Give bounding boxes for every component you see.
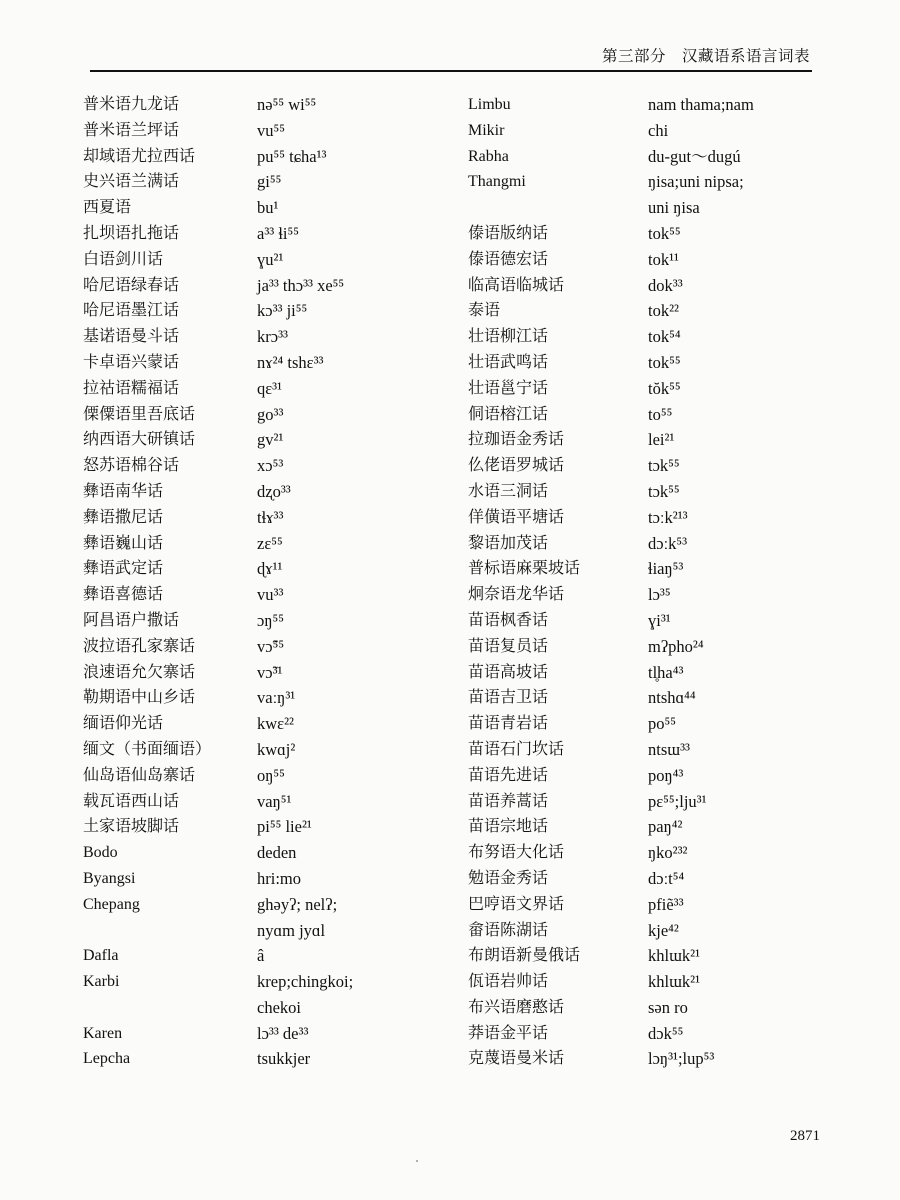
- entry-row: [468, 969, 828, 995]
- language-name: 扎坝语扎拖话: [83, 224, 180, 242]
- language-name: Mikir: [468, 121, 505, 139]
- entry-row: [75, 763, 435, 789]
- word-form: sən ro: [648, 997, 688, 1017]
- word-form: â: [257, 946, 265, 966]
- entry-row: [75, 505, 435, 531]
- language-name: 哈尼语绿春话: [83, 276, 180, 294]
- language-name: Karbi: [83, 973, 120, 991]
- entry-row: [75, 1046, 435, 1072]
- entry-row: [75, 608, 435, 634]
- language-name: 畲语陈湖话: [468, 921, 549, 939]
- word-form: dɔːk⁵³: [648, 533, 688, 553]
- language-name: 侗语榕江话: [468, 405, 549, 423]
- entry-row: [468, 582, 828, 608]
- word-form: chi: [648, 120, 669, 140]
- word-form: gv²¹: [257, 430, 284, 450]
- entry-row: [468, 608, 828, 634]
- word-form: nyɑm jyɑl: [257, 920, 326, 940]
- entry-row: [75, 376, 435, 402]
- language-name: Limbu: [468, 96, 511, 113]
- entry-row: [468, 737, 828, 763]
- entry-row: [468, 531, 828, 557]
- entry-row: [75, 582, 435, 608]
- entry-row: [468, 427, 828, 453]
- entry-row: [468, 505, 828, 531]
- header-rule: [90, 70, 812, 72]
- entry-row: [75, 969, 435, 995]
- entry-row: [468, 402, 828, 428]
- language-name: 傣语版纳话: [468, 224, 549, 242]
- language-name: 普米语兰坪话: [83, 121, 180, 139]
- language-name: 彝语巍山话: [83, 534, 164, 552]
- entry-row: [75, 789, 435, 815]
- entry-row: [468, 711, 828, 737]
- entry-row: [468, 763, 828, 789]
- entry-row: [468, 195, 828, 221]
- word-form: lɔ³⁵: [648, 585, 671, 605]
- word-form: kɔ³³ ji⁵⁵: [257, 301, 308, 321]
- language-name: 巴哼语文界话: [468, 895, 565, 913]
- entry-row: [468, 556, 828, 582]
- left-column: [75, 92, 435, 1072]
- entry-row: [75, 943, 435, 969]
- entry-row: [468, 324, 828, 350]
- entry-row: [75, 298, 435, 324]
- entry-row: [75, 711, 435, 737]
- language-name: Chepang: [83, 895, 140, 913]
- word-form: khlɯk²¹: [648, 972, 701, 992]
- entry-row: [468, 221, 828, 247]
- entry-row: [468, 1046, 828, 1072]
- language-name: 白语剑川话: [83, 250, 164, 268]
- word-form: pu⁵⁵ tɕha¹³: [257, 146, 327, 166]
- entry-row: [75, 427, 435, 453]
- language-name: 布努语大化话: [468, 844, 565, 862]
- right-column: [468, 92, 828, 1072]
- entry-row: [468, 1021, 828, 1047]
- word-form: uni ŋisa: [648, 198, 700, 218]
- language-name: 壮语邕宁话: [468, 379, 549, 397]
- entry-row: [468, 634, 828, 660]
- language-name: 壮语武鸣话: [468, 353, 549, 371]
- word-form: dok³³: [648, 275, 683, 295]
- entry-row: [75, 995, 435, 1021]
- word-form: ja³³ thɔ³³ xe⁵⁵: [257, 275, 345, 295]
- word-form: chekoi: [257, 997, 301, 1017]
- language-name: Thangmi: [468, 173, 526, 191]
- entry-row: [75, 479, 435, 505]
- entry-row: [75, 324, 435, 350]
- language-name: 炯奈语龙华话: [468, 586, 565, 604]
- language-name: 苗语石门坎话: [468, 740, 565, 758]
- word-form: mʔpho²⁴: [648, 636, 704, 656]
- word-form: pfiẽ³³: [648, 894, 684, 914]
- entry-row: [468, 92, 828, 118]
- word-form: tŏk⁵⁵: [648, 378, 681, 398]
- word-form: ntshɑ⁴⁴: [648, 688, 696, 708]
- word-form: zɛ⁵⁵: [257, 533, 283, 553]
- entry-row: [75, 918, 435, 944]
- entry-row: [468, 892, 828, 918]
- word-form: krɔ³³: [257, 327, 288, 347]
- language-name: 怒苏语棉谷话: [83, 457, 180, 475]
- word-form: tok²²: [648, 301, 679, 321]
- entry-row: [468, 660, 828, 686]
- language-name: 佤语岩帅话: [468, 973, 549, 991]
- word-form: lɔŋ³¹;lup⁵³: [648, 1049, 715, 1069]
- language-name: 西夏语: [83, 199, 132, 217]
- word-form: vɔ̃⁵⁵: [257, 636, 285, 656]
- entry-row: [75, 273, 435, 299]
- word-form: gi⁵⁵: [257, 172, 282, 192]
- word-form: vu³³: [257, 585, 284, 605]
- entry-row: [468, 169, 828, 195]
- running-header: 第三部分 汉藏语系语言词表: [601, 48, 810, 65]
- entry-row: [75, 350, 435, 376]
- language-name: 哈尼语墨江话: [83, 302, 180, 320]
- entry-row: [75, 840, 435, 866]
- language-name: 史兴语兰满话: [83, 173, 180, 191]
- scan-speck: [416, 1160, 418, 1162]
- word-form: deden: [257, 843, 297, 863]
- language-name: 纳西语大研镇话: [83, 431, 196, 449]
- language-name: 波拉语孔家寨话: [83, 637, 196, 655]
- entry-row: [468, 298, 828, 324]
- word-form: ŋko²³²: [648, 843, 688, 863]
- word-form: dɔːt⁵⁴: [648, 868, 685, 888]
- word-form: tsukkjer: [257, 1049, 311, 1069]
- language-name: 克蔑语曼米话: [468, 1050, 565, 1068]
- entry-row: [468, 350, 828, 376]
- entry-row: [75, 402, 435, 428]
- word-form: kwɛ²²: [257, 714, 294, 734]
- entry-row: [468, 247, 828, 273]
- language-name: 拉珈语金秀话: [468, 431, 565, 449]
- language-name: 苗语吉卫话: [468, 689, 549, 707]
- language-name: 阿昌语户撒话: [83, 611, 180, 629]
- word-form: dɔk⁵⁵: [648, 1023, 684, 1043]
- word-form: khlɯk²¹: [648, 946, 701, 966]
- word-form: du-gut～dugú: [648, 146, 741, 166]
- entry-row: [75, 453, 435, 479]
- language-name: 仫佬语罗城话: [468, 457, 565, 475]
- language-name: 普标语麻栗坡话: [468, 560, 581, 578]
- language-name: 布兴语磨憨话: [468, 998, 565, 1016]
- language-name: 仙岛语仙岛寨话: [83, 766, 196, 784]
- word-form: paŋ⁴²: [648, 817, 683, 837]
- entry-row: [75, 144, 435, 170]
- word-form: tl̥ha⁴³: [648, 662, 684, 682]
- word-form: tok¹¹: [648, 249, 679, 269]
- language-name: 卡卓语兴蒙话: [83, 353, 180, 371]
- entry-row: [75, 866, 435, 892]
- word-form: ɬiaŋ⁵³: [648, 559, 684, 579]
- word-form: pɛ⁵⁵;lju³¹: [648, 791, 707, 811]
- language-name: 苗语养蒿话: [468, 792, 549, 810]
- entry-row: [468, 995, 828, 1021]
- language-name: Byangsi: [83, 869, 136, 887]
- language-name: 苗语复员话: [468, 637, 549, 655]
- word-form: xɔ⁵³: [257, 456, 284, 476]
- entry-row: [468, 840, 828, 866]
- word-form: pi⁵⁵ lie²¹: [257, 817, 312, 837]
- entry-row: [468, 866, 828, 892]
- word-form: dʐo³³: [257, 481, 291, 501]
- language-name: 壮语柳江话: [468, 328, 549, 346]
- entry-row: [468, 814, 828, 840]
- language-name: 黎语加茂话: [468, 534, 549, 552]
- language-name: 拉祜语糯福话: [83, 379, 180, 397]
- language-name: Rabha: [468, 147, 509, 165]
- word-form: go³³: [257, 404, 284, 424]
- entry-row: [468, 918, 828, 944]
- language-name: 浪速语允欠寨话: [83, 663, 196, 681]
- entry-row: [468, 479, 828, 505]
- word-form: kje⁴²: [648, 920, 679, 940]
- word-form: ɖɤ¹¹: [257, 559, 283, 579]
- language-name: 彝语武定话: [83, 560, 164, 578]
- word-form: poŋ⁴³: [648, 765, 684, 785]
- word-form: tɔk⁵⁵: [648, 481, 680, 501]
- entry-row: [75, 685, 435, 711]
- word-form: qɛ³¹: [257, 378, 283, 398]
- word-form: tɔːk²¹³: [648, 507, 688, 527]
- word-form: ghəyʔ; nelʔ;: [257, 894, 338, 914]
- language-name: Bodo: [83, 844, 118, 862]
- language-name: 缅文（书面缅语）: [83, 740, 212, 758]
- language-name: 勒期语中山乡话: [83, 689, 196, 707]
- word-form: nam thama;nam: [648, 95, 754, 114]
- word-form: nɤ²⁴ tshɛ³³: [257, 352, 324, 372]
- word-form: tok⁵⁴: [648, 327, 681, 347]
- word-form: vaŋ⁵¹: [257, 791, 292, 811]
- language-name: 普米语九龙话: [83, 96, 180, 113]
- language-name: 傣语德宏话: [468, 250, 549, 268]
- language-name: Lepcha: [83, 1050, 131, 1068]
- language-name: Dafla: [83, 947, 119, 965]
- language-name: 泰语: [468, 302, 501, 320]
- entry-row: [75, 92, 435, 118]
- entry-row: [75, 531, 435, 557]
- page-number: 2871: [790, 1128, 820, 1144]
- word-form: hri:mo: [257, 868, 301, 888]
- language-name: 彝语南华话: [83, 482, 164, 500]
- word-form: kwɑj²: [257, 739, 296, 759]
- word-form: vaːŋ³¹: [257, 688, 296, 708]
- entry-row: [75, 247, 435, 273]
- word-form: ɣu²¹: [257, 249, 284, 269]
- entry-row: [75, 892, 435, 918]
- entry-row: [468, 685, 828, 711]
- word-form: po⁵⁵: [648, 714, 677, 734]
- word-form: ɔŋ⁵⁵: [257, 610, 284, 630]
- language-name: 基诺语曼斗话: [83, 328, 180, 346]
- language-name: 彝语撒尼话: [83, 508, 164, 526]
- entry-row: [468, 453, 828, 479]
- word-form: krep;chingkoi;: [257, 972, 354, 992]
- entry-row: [75, 634, 435, 660]
- word-form: lɔ³³ de³³: [257, 1023, 309, 1043]
- entry-row: [75, 556, 435, 582]
- entry-row: [75, 660, 435, 686]
- entry-row: [75, 737, 435, 763]
- language-name: 彝语喜德话: [83, 586, 164, 604]
- word-form: tok⁵⁵: [648, 352, 681, 372]
- word-form: lei²¹: [648, 430, 675, 450]
- entry-row: [468, 273, 828, 299]
- entry-row: [75, 118, 435, 144]
- word-form: nə⁵⁵ wi⁵⁵: [257, 95, 317, 114]
- entry-row: [468, 943, 828, 969]
- language-name: 苗语先进话: [468, 766, 549, 784]
- word-form: oŋ⁵⁵: [257, 765, 285, 785]
- entry-row: [75, 1021, 435, 1047]
- language-name: 缅语仰光话: [83, 715, 164, 733]
- word-form: vɔ̃³¹: [257, 662, 283, 682]
- word-form: tɔk⁵⁵: [648, 456, 680, 476]
- word-form: vu⁵⁵: [257, 120, 286, 140]
- word-form: a³³ ɬi⁵⁵: [257, 223, 300, 243]
- language-name: 临高语临城话: [468, 276, 565, 294]
- entry-row: [75, 814, 435, 840]
- language-name: 傈僳语里吾底话: [83, 405, 196, 423]
- language-name: 水语三洞话: [468, 482, 549, 500]
- word-form: ŋisa;uni nipsa;: [648, 172, 744, 192]
- language-name: 布朗语新曼俄话: [468, 947, 581, 965]
- entry-row: [468, 118, 828, 144]
- language-name: 苗语青岩话: [468, 715, 549, 733]
- language-name: 苗语高坡话: [468, 663, 549, 681]
- entry-row: [468, 144, 828, 170]
- language-name: 莽语金平话: [468, 1024, 549, 1042]
- entry-row: [75, 221, 435, 247]
- language-name: Karen: [83, 1024, 123, 1042]
- language-name: 却域语尤拉西话: [83, 147, 196, 165]
- language-name: 载瓦语西山话: [83, 792, 180, 810]
- entry-row: [75, 169, 435, 195]
- word-form: to⁵⁵: [648, 404, 673, 424]
- language-name: 勉语金秀话: [468, 869, 549, 887]
- entry-row: [468, 376, 828, 402]
- language-name: 苗语枫香话: [468, 611, 549, 629]
- word-form: ntsɯ³³: [648, 739, 690, 759]
- language-name: 土家语坡脚话: [83, 818, 180, 836]
- word-form: tɬɤ³³: [257, 507, 284, 527]
- language-name: 佯僙语平塘话: [468, 508, 565, 526]
- entry-row: [75, 195, 435, 221]
- word-form: ɣi³¹: [648, 610, 671, 630]
- word-form: bu¹: [257, 198, 279, 218]
- word-form: tok⁵⁵: [648, 223, 681, 243]
- language-name: 苗语宗地话: [468, 818, 549, 836]
- entry-row: [468, 789, 828, 815]
